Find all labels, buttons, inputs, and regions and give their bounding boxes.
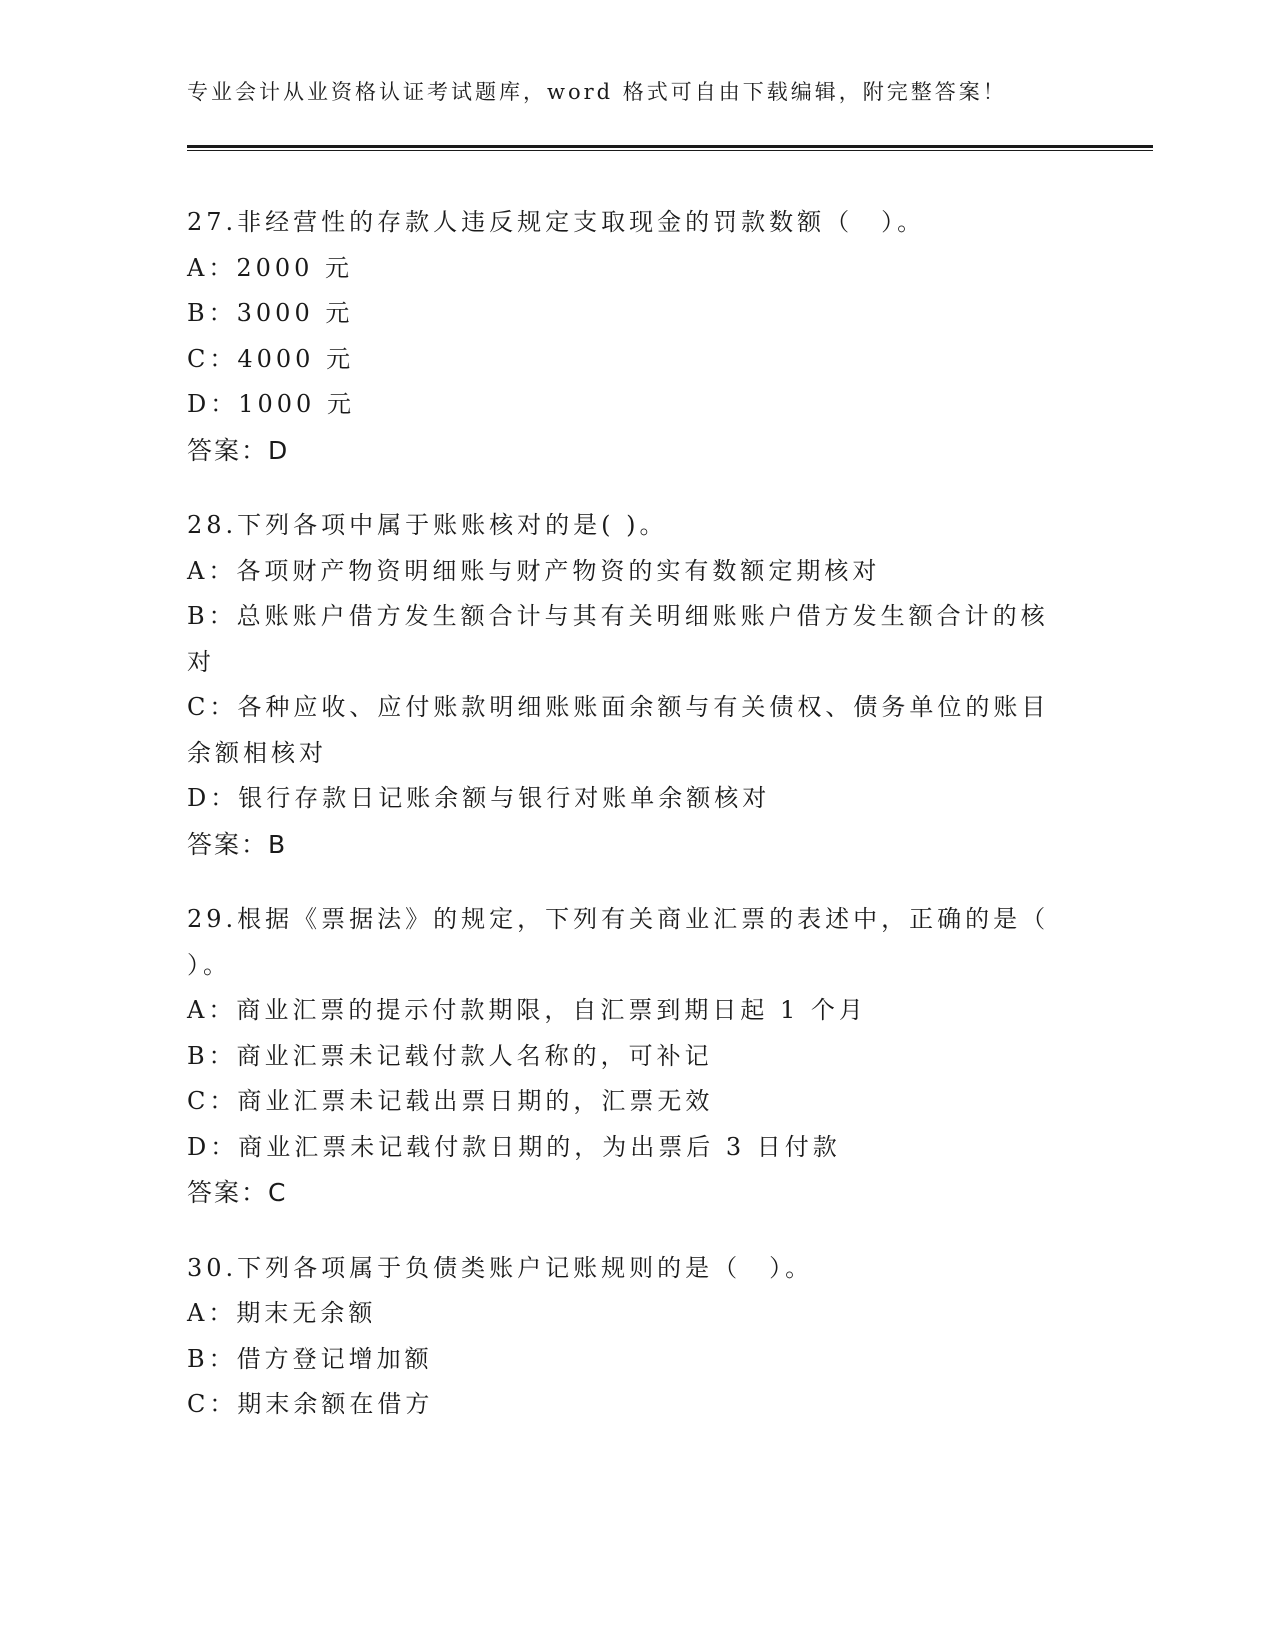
- answer-key: 答案：B: [187, 829, 288, 859]
- answer-option: C：商业汇票未记载出票日期的，汇票无效: [187, 1087, 714, 1115]
- header-rule-thick: [187, 145, 1153, 148]
- question-stem: 27.非经营性的存款人违反规定支取现金的罚款数额（ ）。: [187, 208, 926, 236]
- header-rule-thin: [187, 150, 1153, 151]
- answer-option: B：总账账户借方发生额合计与其有关明细账账户借方发生额合计的核: [187, 602, 1049, 630]
- answer-option: D：银行存款日记账余额与银行对账单余额核对: [187, 784, 771, 812]
- answer-option: 对: [187, 647, 215, 676]
- question-block: [187, 200, 1087, 473]
- answer-option: A：2000 元: [187, 253, 354, 282]
- question-stem: 30.下列各项属于负债类账户记账规则的是（ ）。: [187, 1253, 814, 1282]
- question-stem: ）。: [187, 950, 231, 979]
- answer-option: A：期末无余额: [187, 1299, 377, 1327]
- answer-option: D：商业汇票未记载付款日期的，为出票后 3 日付款: [187, 1132, 841, 1161]
- answer-key: 答案：D: [187, 435, 290, 465]
- answer-option: C：期末余额在借方: [187, 1390, 434, 1418]
- question-stem: 29.根据《票据法》的规定，下列有关商业汇票的表述中，正确的是（: [187, 905, 1050, 933]
- answer-option: C：各种应收、应付账款明细账账面余额与有关债权、债务单位的账目: [187, 693, 1050, 721]
- question-list: [187, 200, 1087, 1458]
- answer-option: 余额相核对: [187, 738, 327, 767]
- answer-option: A：商业汇票的提示付款期限，自汇票到期日起 1 个月: [187, 996, 867, 1024]
- question-block: [187, 503, 1087, 867]
- page-header: 专业会计从业资格认证考试题库，word 格式可自由下载编辑，附完整答案！: [187, 80, 1007, 104]
- answer-option: A：各项财产物资明细账与财产物资的实有数额定期核对: [187, 556, 881, 585]
- question-block: [187, 897, 1087, 1216]
- answer-key: 答案：C: [187, 1178, 288, 1207]
- answer-option: C：4000 元: [187, 344, 355, 373]
- question-block: [187, 1246, 1087, 1428]
- answer-option: B：借方登记增加额: [187, 1344, 433, 1373]
- answer-option: B：3000 元: [187, 299, 354, 327]
- question-stem: 28.下列各项中属于账账核对的是( )。: [187, 511, 668, 539]
- answer-option: D：1000 元: [187, 390, 355, 418]
- answer-option: B：商业汇票未记载付款人名称的，可补记: [187, 1041, 713, 1070]
